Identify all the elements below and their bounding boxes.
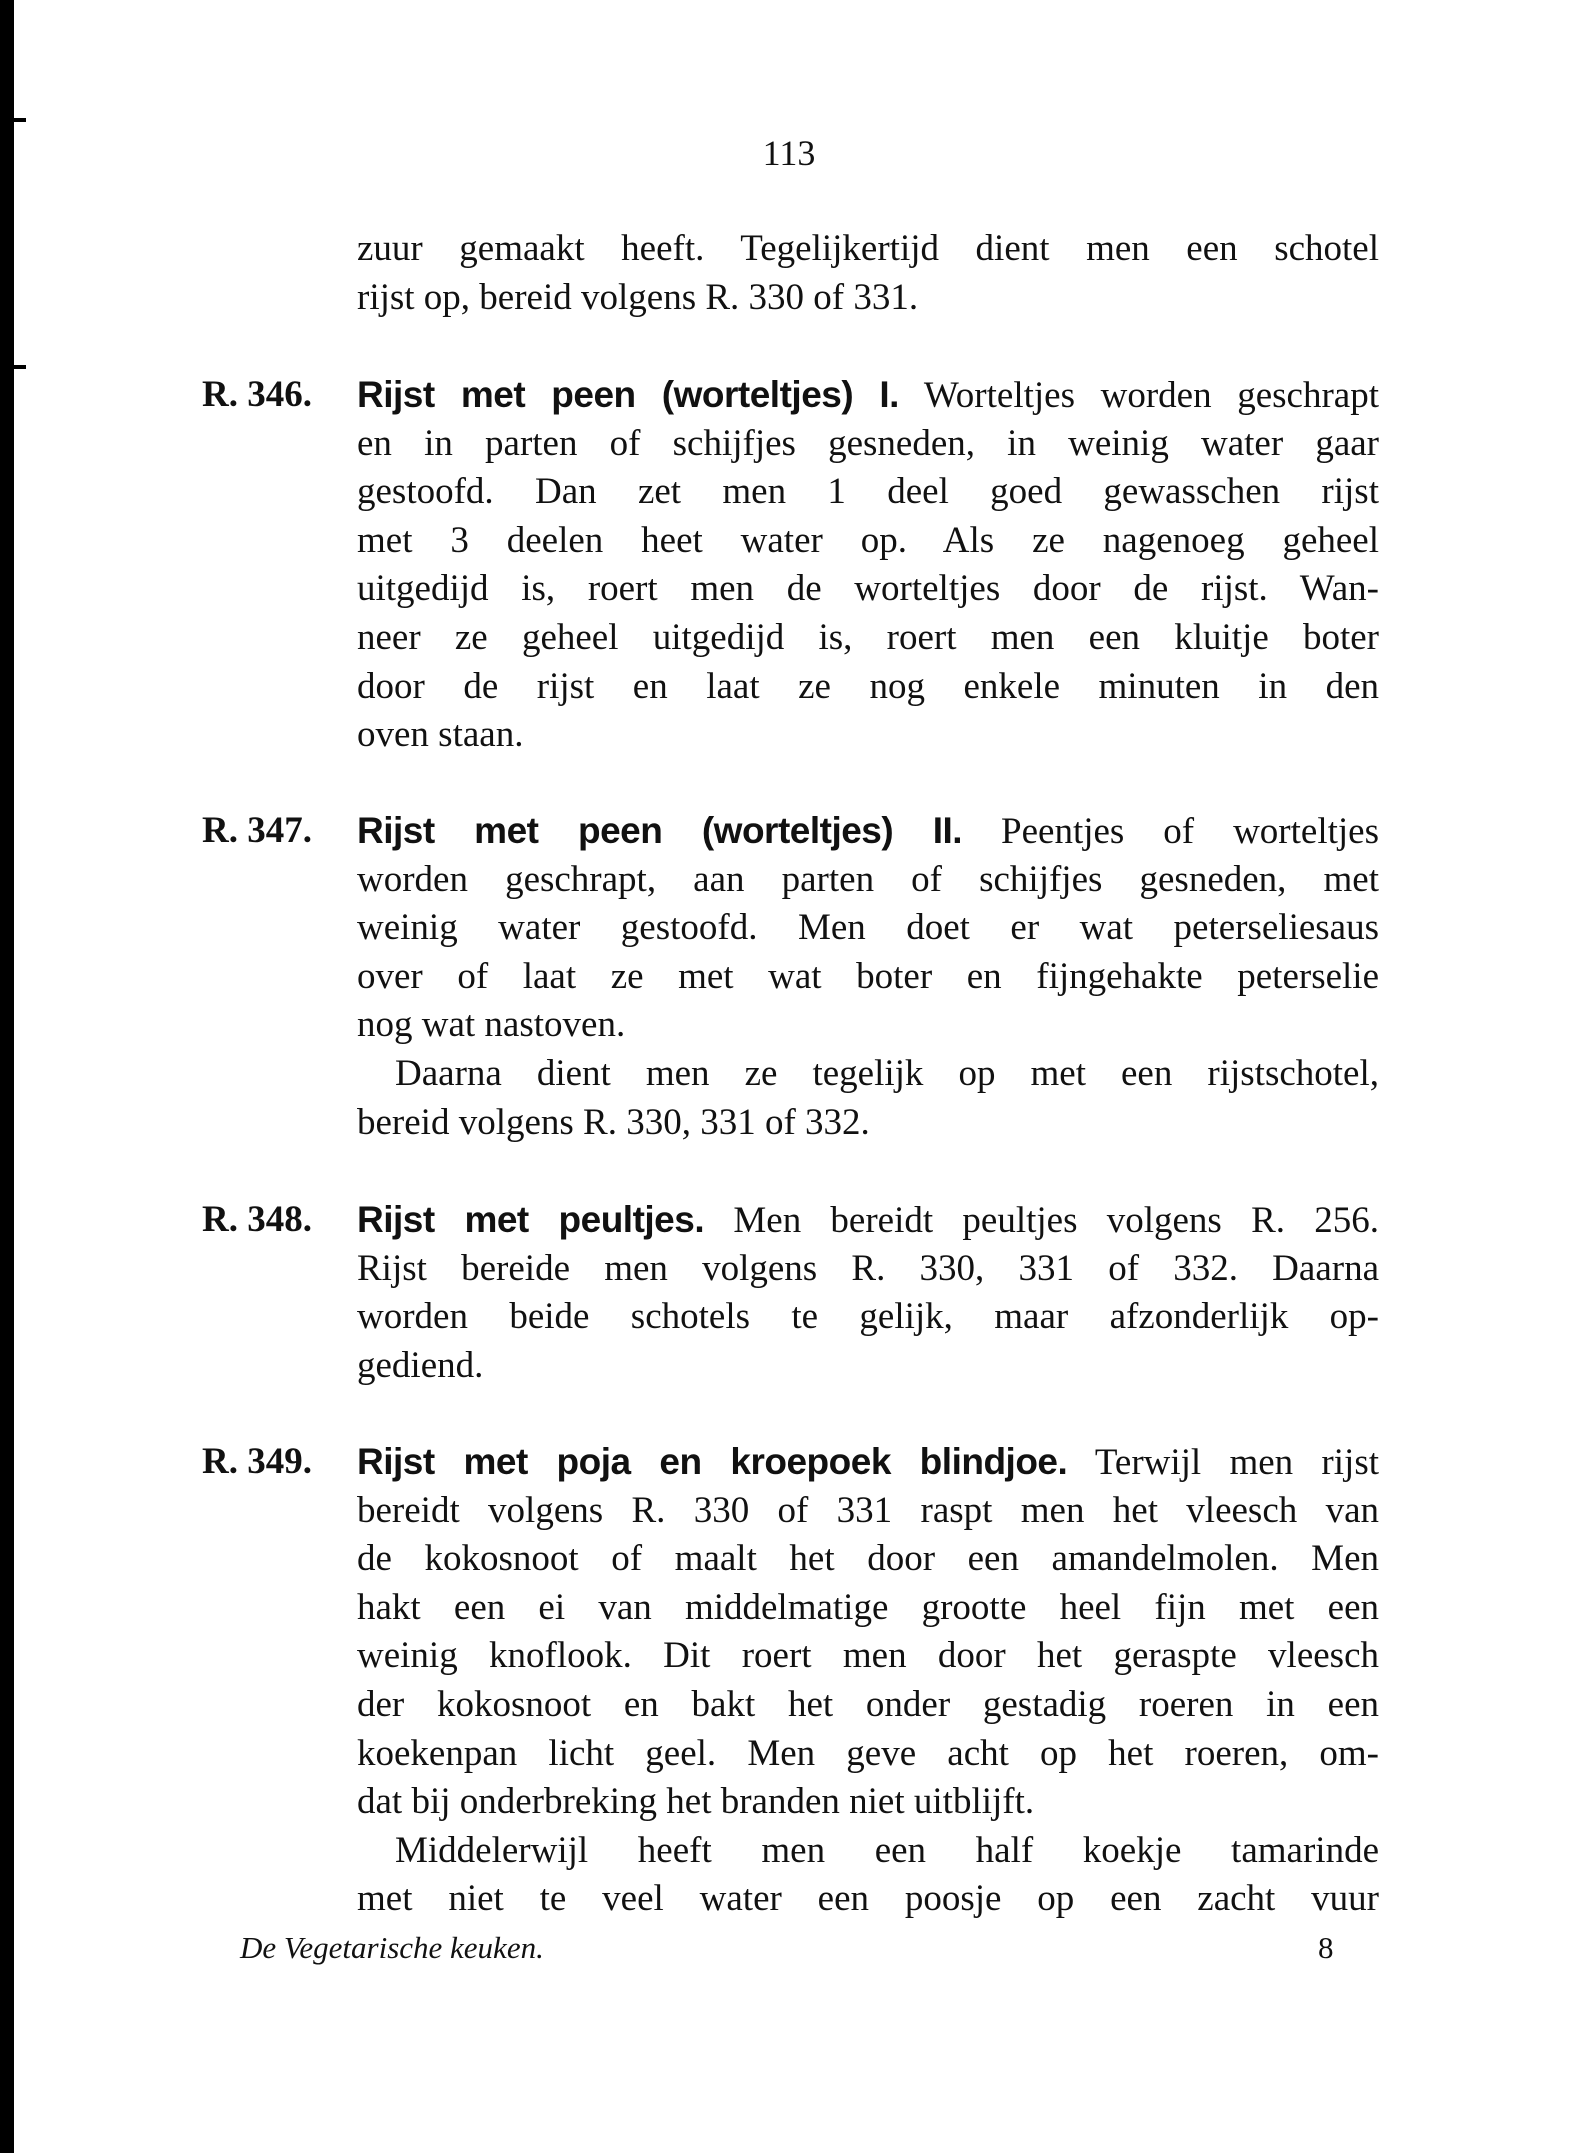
text-line xyxy=(357,953,1379,1002)
text-line xyxy=(357,1535,1379,1584)
page-number: 113 xyxy=(762,133,816,173)
text-line xyxy=(357,1730,1379,1779)
line-text: Men bereidt peultjes volgens R. 256. xyxy=(704,1200,1379,1241)
binding-edge xyxy=(0,0,14,2153)
recipe-r347 xyxy=(202,807,1379,1147)
line-text: met 3 deelen heet water op. Als ze nagenoeg geheel xyxy=(357,519,1379,561)
text-line xyxy=(357,225,1379,274)
text-line xyxy=(357,1584,1379,1633)
text-line xyxy=(357,614,1379,663)
text-line xyxy=(357,1050,1379,1099)
text-line xyxy=(357,420,1379,469)
text-line xyxy=(357,904,1379,953)
text-line xyxy=(357,1632,1379,1681)
text-line xyxy=(357,1487,1379,1536)
recipe-title: Rijst met peen (worteltjes) I. xyxy=(357,374,899,415)
text-line xyxy=(357,468,1379,517)
text-line xyxy=(357,1681,1379,1730)
text-line xyxy=(357,1001,1379,1050)
text-line xyxy=(357,1099,1379,1148)
recipe-r346 xyxy=(202,371,1379,760)
text-line xyxy=(357,517,1379,566)
recipe-r348 xyxy=(202,1196,1379,1390)
running-footer-title: De Vegetarische keuken. xyxy=(240,1930,544,1965)
text-line xyxy=(357,1778,1379,1827)
line-text: der kokosnoot en bakt het onder gestadig roeren in een xyxy=(357,1683,1379,1725)
line-text: Terwijl men rijst xyxy=(1067,1442,1379,1483)
text-line xyxy=(357,1342,1379,1391)
line-text: bereid volgens R. 330, 331 of 332. xyxy=(357,1101,870,1143)
line-text: weinig knoflook. Dit roert men door het geraspte vleesch xyxy=(357,1635,1379,1677)
line-text: bereidt volgens R. 330 of 331 raspt men het vleesch van xyxy=(357,1489,1379,1531)
line-text: oven staan. xyxy=(357,714,524,756)
line-text: over of laat ze met wat boter en fijngehakte peterselie xyxy=(357,955,1379,997)
line-text: Peentjes of worteltjes xyxy=(962,811,1379,852)
binding-mark xyxy=(14,365,26,369)
line-text: koekenpan licht geel. Men geve acht op het roeren, om- xyxy=(357,1732,1379,1774)
line-text: Middelerwijl heeft men een half koekje tamarinde xyxy=(395,1829,1379,1871)
line-text: weinig water gestoofd. Men doet er wat peterseliesaus xyxy=(357,907,1379,949)
recipe-title: Rijst met peultjes. xyxy=(357,1199,705,1240)
line-text: worden beide schotels te gelijk, maar afzonderlijk op- xyxy=(357,1296,1379,1338)
text-line xyxy=(357,274,1379,323)
line-text: gediend. xyxy=(357,1344,484,1386)
line-text: gestoofd. Dan zet men 1 deel goed gewasschen rijst xyxy=(357,471,1379,513)
line-text: Daarna dient men ze tegelijk op met een rijstschotel, xyxy=(395,1052,1379,1094)
line-text: rijst op, bereid volgens R. 330 of 331. xyxy=(357,276,919,318)
text-line xyxy=(357,856,1379,905)
line-text: hakt een ei van middelmatige grootte heel fijn met een xyxy=(357,1586,1379,1628)
text-line xyxy=(357,1293,1379,1342)
text-line xyxy=(357,1245,1379,1294)
line-text: uitgedijd is, roert men de worteltjes door de rijst. Wan- xyxy=(357,568,1379,610)
text-line xyxy=(357,1438,1379,1487)
recipe-r349 xyxy=(202,1438,1379,1924)
text-line xyxy=(357,565,1379,614)
text-line xyxy=(357,1196,1379,1245)
text-line xyxy=(357,1827,1379,1876)
line-text: en in parten of schijfjes gesneden, in weinig water gaar xyxy=(357,422,1379,464)
recipe-title: Rijst met peen (worteltjes) II. xyxy=(357,810,963,851)
recipe-number: R. 349. xyxy=(202,1441,312,1482)
line-text: de kokosnoot of maalt het door een amandelmolen. Men xyxy=(357,1538,1379,1580)
line-text: door de rijst en laat ze nog enkele minuten in den xyxy=(357,665,1379,707)
text-line xyxy=(357,663,1379,712)
binding-mark xyxy=(14,118,26,122)
recipe-title: Rijst met poja en kroepoek blindjoe. xyxy=(357,1441,1068,1482)
signature-mark: 8 xyxy=(1318,1930,1334,1965)
recipe-continuation xyxy=(357,225,1379,322)
text-line xyxy=(357,711,1379,760)
recipe-number: R. 347. xyxy=(202,810,312,851)
line-text: Worteltjes worden geschrapt xyxy=(898,375,1379,416)
text-line xyxy=(357,371,1379,420)
line-text: met niet te veel water een poosje op een zacht vuur xyxy=(357,1878,1379,1920)
recipe-number: R. 348. xyxy=(202,1199,312,1240)
recipe-number: R. 346. xyxy=(202,374,312,415)
text-line xyxy=(357,807,1379,856)
line-text: Rijst bereide men volgens R. 330, 331 of 332. Daarna xyxy=(357,1247,1379,1289)
text-line xyxy=(357,1875,1379,1924)
line-text: worden geschrapt, aan parten of schijfjes gesneden, met xyxy=(357,858,1379,900)
line-text: nog wat nastoven. xyxy=(357,1004,626,1046)
line-text: zuur gemaakt heeft. Tegelijkertijd dient men een schotel xyxy=(357,228,1379,269)
line-text: neer ze geheel uitgedijd is, roert men een kluitje boter xyxy=(357,616,1379,658)
line-text: dat bij onderbreking het branden niet uitblijft. xyxy=(357,1781,1035,1823)
